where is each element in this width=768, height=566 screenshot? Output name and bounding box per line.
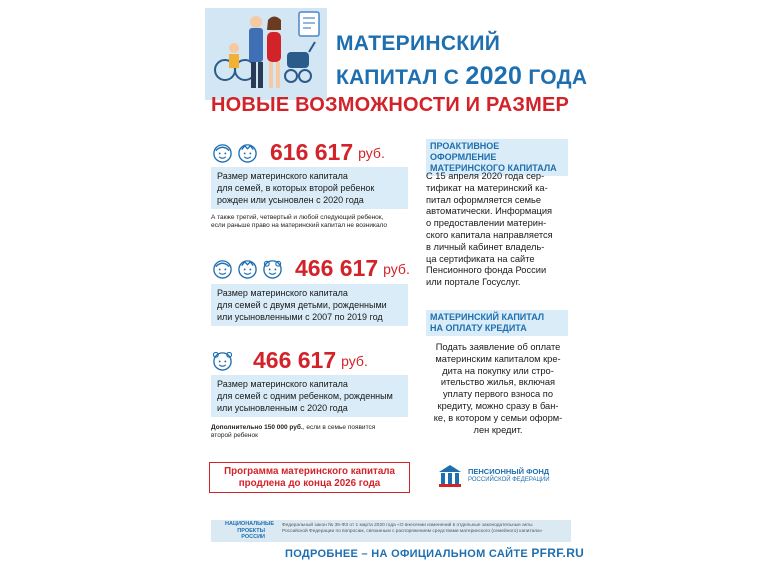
text-line: ке, в котором у семьи оформ- [433, 412, 563, 423]
amount-unit: руб. [341, 352, 368, 369]
footer-website-link[interactable] [285, 546, 584, 560]
title-suffix: ГОДА [522, 66, 588, 89]
text-line: уплату первого взноса по [443, 389, 553, 400]
text-line: в личный кабинет владель- [426, 241, 545, 252]
page-subtitle: НОВЫЕ ВОЗМОЖНОСТИ И РАЗМЕР [211, 94, 570, 116]
np-line: ПРОЕКТЫ [237, 527, 265, 534]
np-line: РОССИИ [241, 534, 265, 540]
footer-prefix: ПОДРОБНЕЕ – НА ОФИЦИАЛЬНОМ САЙТЕ [285, 548, 532, 560]
amount-note-3 [211, 424, 411, 440]
desc-line: Размер материнского капитала [217, 288, 348, 298]
amount-unit: руб. [358, 144, 385, 161]
amount-description-3 [211, 375, 408, 417]
heading-line: МАТЕРИНСКИЙ КАПИТАЛ [430, 312, 545, 322]
note-rest: , если в семье появится [302, 424, 376, 431]
amount-unit: руб. [383, 260, 410, 277]
faces-icon-group [212, 258, 283, 279]
section-heading-credit [426, 310, 568, 336]
pension-fund-logo-icon [436, 462, 464, 490]
program-line: продлена до конца 2026 года [238, 478, 381, 489]
child-face-icon [237, 142, 258, 163]
text-line: или портале Госуслуг. [426, 277, 521, 288]
desc-line: рожден или усыновлен с 2020 года [217, 195, 364, 205]
text-line: тификат на материнский ка- [426, 182, 548, 193]
amount-value: 466 617 [295, 255, 379, 281]
heading-line: ПРОАКТИВНОЕ ОФОРМЛЕНИЕ [430, 141, 500, 162]
text-line: лен кредит. [473, 424, 523, 435]
note-line: второй ребенок [211, 432, 258, 439]
text-line: ского капитала направляется [426, 229, 553, 240]
faces-icon-group [212, 350, 233, 371]
text-line: ца сертификата на сайте [426, 253, 535, 264]
desc-line: Размер материнского капитала [217, 379, 348, 389]
amount-value: 466 617 [253, 347, 337, 373]
desc-line: или усыновленными с 2007 по 2019 год [217, 312, 383, 322]
child-face-icon [237, 258, 258, 279]
amount-row-1 [212, 139, 385, 166]
text-line: о предоставлении материн- [426, 218, 547, 229]
pfr-line1: ПЕНСИОННЫЙ ФОНД [468, 467, 550, 476]
national-projects-logo [225, 521, 275, 541]
footer-url[interactable]: PFRF.RU [531, 546, 585, 560]
text-line: Пенсионного фонда России [426, 265, 547, 276]
faces-icon-group [212, 142, 258, 163]
text-line: автоматически. Информация [426, 206, 553, 217]
law-line: Федеральный закон № 35-ФЗ от 1 марта 2020 года «О внесении изменений в отдельные законодательные акты [282, 523, 533, 528]
page-title-line2 [336, 62, 587, 91]
law-reference [282, 523, 568, 535]
note-line: если раньше право на материнский капитал не возникало [211, 222, 388, 229]
note-line: А также третий, четвертый и любой следующий ребенок, [211, 214, 384, 221]
heading-line: НА ОПЛАТУ КРЕДИТА [430, 323, 527, 333]
amount-value: 616 617 [270, 139, 354, 165]
text-line: Подать заявление об оплате [435, 342, 561, 352]
child-face-icon [212, 258, 233, 279]
text-line: С 15 апреля 2020 года сер- [426, 171, 545, 181]
pension-fund-name [468, 467, 550, 485]
text-line: питал оформляется семье [426, 194, 542, 205]
section-text-proactive [426, 171, 570, 289]
amount-row-3 [212, 347, 368, 374]
amount-description-2 [211, 284, 408, 326]
pfr-line2: РОССИЙСКОЙ ФЕДЕРАЦИИ [468, 477, 550, 483]
program-line: Программа материнского капитала [224, 466, 395, 477]
child-face-icon [212, 350, 233, 371]
title-year: 2020 [465, 62, 523, 90]
text-line: дита на покупку или стро- [442, 365, 554, 376]
section-text-credit [426, 342, 570, 436]
desc-line: для семей с двумя детьми, рожденными [217, 300, 387, 310]
title-prefix: КАПИТАЛ С [336, 66, 466, 89]
page-title-line1: МАТЕРИНСКИЙ [336, 32, 501, 55]
np-line: НАЦИОНАЛЬНЫЕ [225, 521, 275, 527]
text-line: ительство жилья, включая [440, 377, 556, 388]
amount-note-1 [211, 214, 411, 230]
program-extended-box [209, 462, 410, 493]
family-illustration [205, 8, 327, 100]
text-line: кредиту, можно сразу в бан- [437, 400, 559, 411]
desc-line: Размер материнского капитала [217, 171, 348, 181]
amount-description-1 [211, 167, 408, 209]
child-face-icon [262, 258, 283, 279]
desc-line: для семей с одним ребенком, рожденным [217, 391, 393, 401]
amount-row-2 [212, 255, 410, 282]
desc-line: для семей, в которых второй ребенок [217, 183, 375, 193]
child-face-icon [212, 142, 233, 163]
desc-line: или усыновленным с 2020 года [217, 403, 348, 413]
law-line: Российской Федерации по вопросам, связанным с распоряжением средствами материнского (семейного) капитала» [282, 529, 543, 534]
text-line: материнским капиталом кре- [435, 353, 561, 364]
heading-line: МАТЕРИНСКОГО КАПИТАЛА [430, 163, 557, 173]
note-bold: Дополнительно 150 000 руб. [211, 424, 303, 431]
